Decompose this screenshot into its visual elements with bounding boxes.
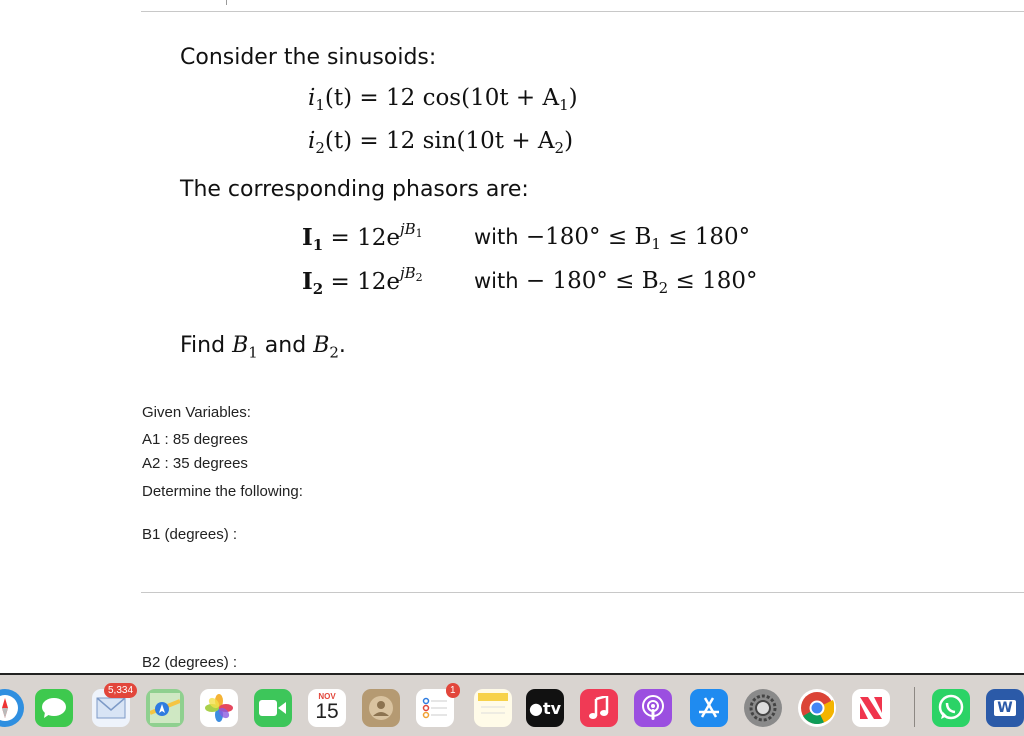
phasor-2-range: with − $180^\circ \le B_2 \le 180^\circ$ — [474, 268, 758, 297]
phasor-1-range: with $-180^\circ \le B_1 \le 180^\circ$ — [474, 224, 751, 253]
whatsapp-icon[interactable] — [932, 689, 970, 727]
top-divider-mark — [226, 0, 227, 5]
dock-separator — [914, 687, 915, 727]
calendar-icon[interactable] — [308, 689, 346, 727]
dock — [0, 673, 1024, 736]
safari-icon[interactable] — [0, 689, 24, 727]
calendar-day: 15 — [315, 700, 339, 723]
photos-icon[interactable] — [200, 689, 238, 727]
phasor-1: $I_1 = 12e^{jB_1}$ — [302, 220, 423, 254]
mail-badge: 5,334 — [104, 683, 137, 698]
chrome-icon[interactable] — [798, 689, 836, 727]
equation-1: $i_1(t) = 12$ $\cos(10t + A_1)$ — [308, 85, 578, 114]
given-a2: A2 : 35 degrees — [142, 455, 248, 472]
find-statement: Find $B_1$ and $B_2$. — [180, 333, 346, 362]
given-heading: Given Variables: — [142, 404, 251, 421]
phasor-2: $I_2 = 12e^{jB_2}$ — [302, 264, 423, 298]
equation-2: $i_2(t) = 12$ $\sin(10t + A_2)$ — [308, 128, 574, 157]
contacts-icon[interactable] — [362, 689, 400, 727]
determine-heading: Determine the following: — [142, 483, 303, 500]
appletv-icon[interactable]: ● tv — [526, 689, 564, 727]
music-icon[interactable] — [580, 689, 618, 727]
given-a1: A1 : 85 degrees — [142, 431, 248, 448]
section-divider — [141, 592, 1024, 593]
podcasts-icon[interactable] — [634, 689, 672, 727]
appletv-label: tv — [542, 698, 562, 718]
facetime-icon[interactable] — [254, 689, 292, 727]
word-label: W — [994, 700, 1015, 716]
news-icon[interactable] — [852, 689, 890, 727]
notes-icon[interactable] — [474, 689, 512, 727]
appstore-icon[interactable] — [690, 689, 728, 727]
calendar-month: NOV — [318, 692, 336, 701]
messages-icon[interactable] — [35, 689, 73, 727]
question-intro: Consider the sinusoids: — [180, 45, 437, 70]
maps-icon[interactable] — [146, 689, 184, 727]
b2-label: B2 (degrees) : — [142, 654, 238, 671]
top-divider — [141, 11, 1024, 12]
word-icon[interactable] — [986, 689, 1024, 727]
system-preferences-icon[interactable] — [744, 689, 782, 727]
phasor-intro: The corresponding phasors are: — [180, 177, 529, 202]
b1-label: B1 (degrees) : — [142, 526, 238, 543]
reminders-badge: 1 — [446, 683, 460, 698]
